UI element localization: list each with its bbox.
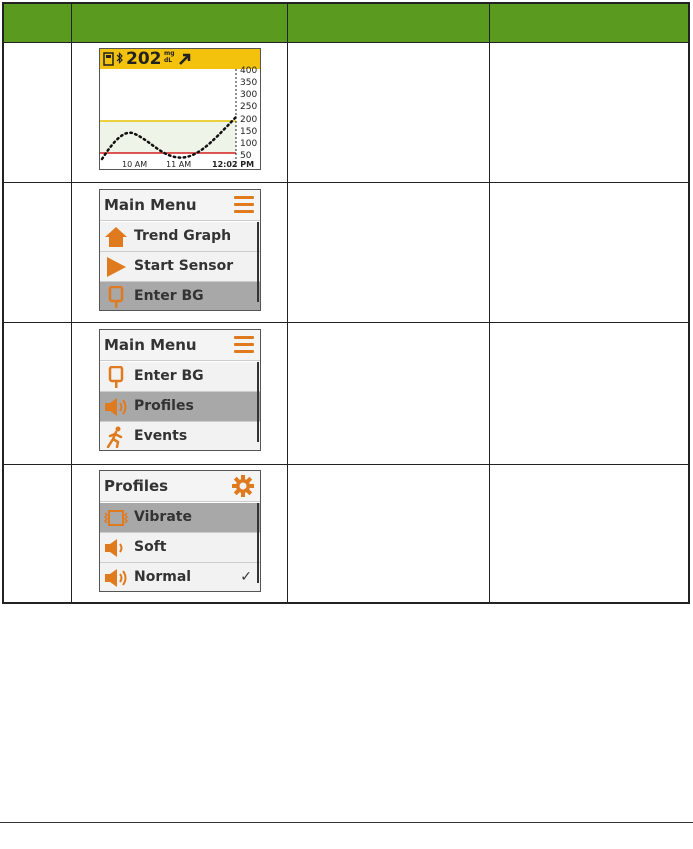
arrow-up-right-icon <box>178 52 192 66</box>
menu-item-label: Profiles <box>134 398 194 414</box>
trend-graph-screen <box>99 48 261 170</box>
menu-header <box>100 471 260 502</box>
menu-item-label: Trend Graph <box>134 228 232 244</box>
running-person-icon <box>104 426 128 448</box>
profile-item-vibrate[interactable] <box>100 503 260 533</box>
unit-bottom: dL <box>164 57 173 64</box>
meter-icon <box>104 286 128 308</box>
column-divider <box>287 4 288 602</box>
hamburger-icon <box>234 196 254 214</box>
menu-header <box>100 190 260 221</box>
scrollbar <box>257 503 259 583</box>
trend-graph <box>100 69 261 170</box>
column-divider <box>489 4 490 602</box>
column-divider <box>71 4 72 602</box>
row-divider <box>4 42 688 43</box>
y-tick: 100 <box>240 139 258 149</box>
profile-item-label: Vibrate <box>134 509 192 525</box>
gear-icon <box>232 475 254 497</box>
y-tick: 400 <box>240 66 258 76</box>
x-tick: 12:02 PM <box>212 160 255 169</box>
menu-item-trend-graph[interactable] <box>100 222 260 252</box>
status-bar <box>100 49 260 69</box>
play-icon <box>104 256 128 278</box>
meter-icon <box>104 366 128 388</box>
menu-title: Main Menu <box>104 196 197 214</box>
x-tick: 10 AM <box>122 160 148 169</box>
menu-item-label: Enter BG <box>134 288 204 304</box>
menu-item-label: Start Sensor <box>134 258 234 274</box>
instruction-table <box>2 2 690 604</box>
main-menu-screen-2 <box>99 329 261 451</box>
row-divider <box>4 322 688 323</box>
speaker-loud-icon <box>104 567 128 589</box>
scrollbar <box>257 222 259 302</box>
menu-item-profiles[interactable] <box>100 392 260 422</box>
home-icon <box>104 226 128 248</box>
receiver-bluetooth-icon <box>103 52 125 66</box>
unit-top: mg <box>164 50 175 57</box>
menu-item-label: Enter BG <box>134 368 204 384</box>
y-tick: 250 <box>240 102 258 112</box>
menu-item-enter-bg[interactable] <box>100 362 260 392</box>
vibrate-icon <box>104 507 128 529</box>
scrollbar <box>257 362 259 442</box>
target-band <box>100 121 236 153</box>
menu-header <box>100 330 260 361</box>
menu-item-label: Events <box>134 428 188 444</box>
profiles-screen <box>99 470 261 592</box>
y-tick: 200 <box>240 115 258 125</box>
menu-item-start-sensor[interactable] <box>100 252 260 282</box>
row-divider <box>4 464 688 465</box>
menu-title: Main Menu <box>104 336 197 354</box>
y-tick: 50 <box>240 151 252 161</box>
x-tick: 11 AM <box>166 160 192 169</box>
footer-rule <box>0 822 693 823</box>
main-menu-screen-1 <box>99 189 261 311</box>
table-header <box>4 4 688 42</box>
menu-item-enter-bg[interactable] <box>100 282 260 311</box>
y-tick: 350 <box>240 78 258 88</box>
profile-item-soft[interactable] <box>100 533 260 563</box>
profile-item-normal[interactable] <box>100 563 260 592</box>
profile-item-label: Soft <box>134 539 167 555</box>
y-tick: 300 <box>240 90 258 100</box>
y-tick: 150 <box>240 127 258 137</box>
selected-check: ✓ <box>240 569 252 585</box>
row-divider <box>4 182 688 183</box>
speaker-icon <box>104 396 128 418</box>
menu-title: Profiles <box>104 477 169 495</box>
profile-item-label: Normal <box>134 569 192 585</box>
glucose-unit <box>164 50 175 64</box>
hamburger-icon <box>234 336 254 354</box>
glucose-value: 202 <box>126 49 162 69</box>
menu-item-events[interactable] <box>100 422 260 451</box>
speaker-icon <box>104 537 128 559</box>
